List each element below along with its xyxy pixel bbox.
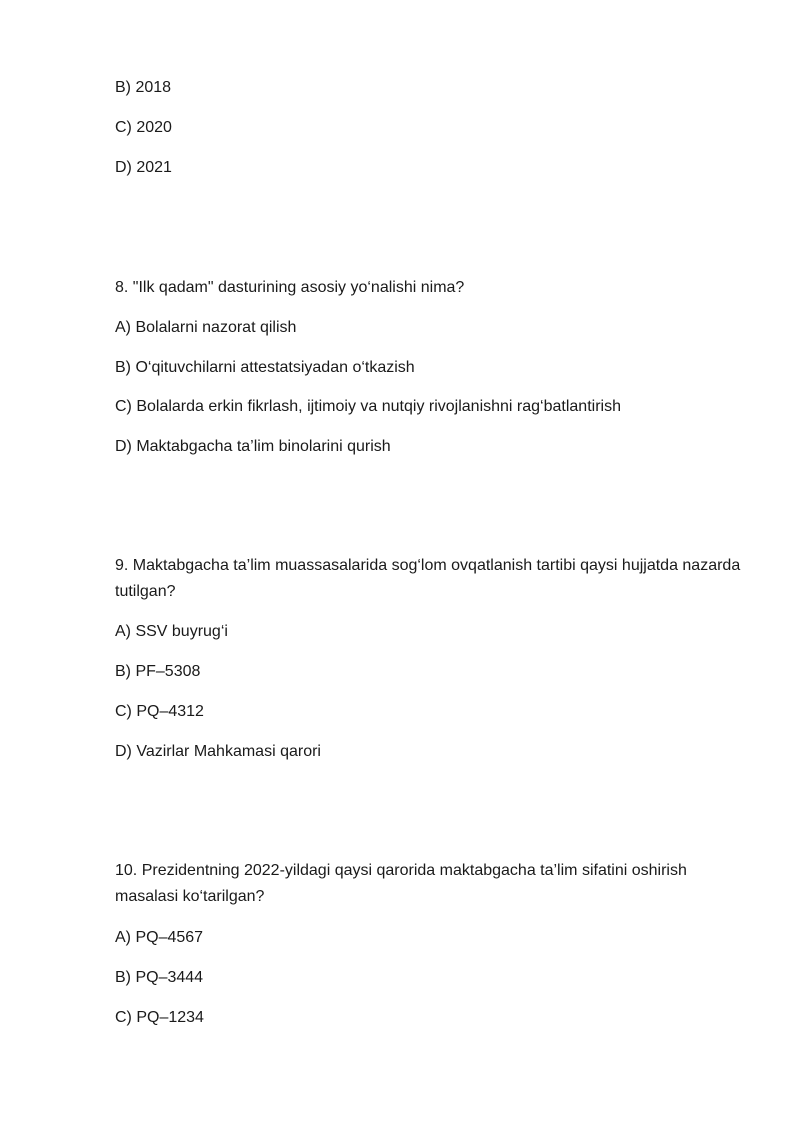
- option-a: A) PQ–4567: [115, 929, 204, 946]
- option-b: B) PQ–3444: [115, 969, 204, 986]
- option-b: B) 2018: [115, 79, 172, 96]
- option-a: A) Bolalarni nazorat qilish: [115, 319, 297, 336]
- option-c: C) 2020: [115, 119, 172, 136]
- question-text: 10. Prezidentning 2022-yildagi qaysi qarorida maktabgacha ta’lim sifatini oshirish masalasi ko‘tarilgan?: [115, 862, 687, 905]
- question-text: 9. Maktabgacha ta’lim muassasalarida sog‘lom ovqatlanish tartibi qaysi hujjatda nazarda tutilgan?: [115, 557, 741, 600]
- option-a: A) SSV buyrug‘i: [115, 623, 228, 640]
- option-d: D) Maktabgacha ta’lim binolarini qurish: [115, 438, 391, 455]
- option-d: D) Vazirlar Mahkamasi qarori: [115, 743, 321, 760]
- option-d: D) 2021: [115, 159, 172, 176]
- option-c: C) PQ–1234: [115, 1009, 204, 1026]
- option-b: B) PF–5308: [115, 663, 201, 680]
- question-text: 8. "Ilk qadam" dasturining asosiy yo‘nalishi nima?: [115, 279, 465, 296]
- option-b: B) O‘qituvchilarni attestatsiyadan o‘tkazish: [115, 359, 415, 376]
- option-c: C) PQ–4312: [115, 703, 204, 720]
- option-c: C) Bolalarda erkin fikrlash, ijtimoiy va nutqiy rivojlanishni rag‘batlantirish: [115, 398, 621, 415]
